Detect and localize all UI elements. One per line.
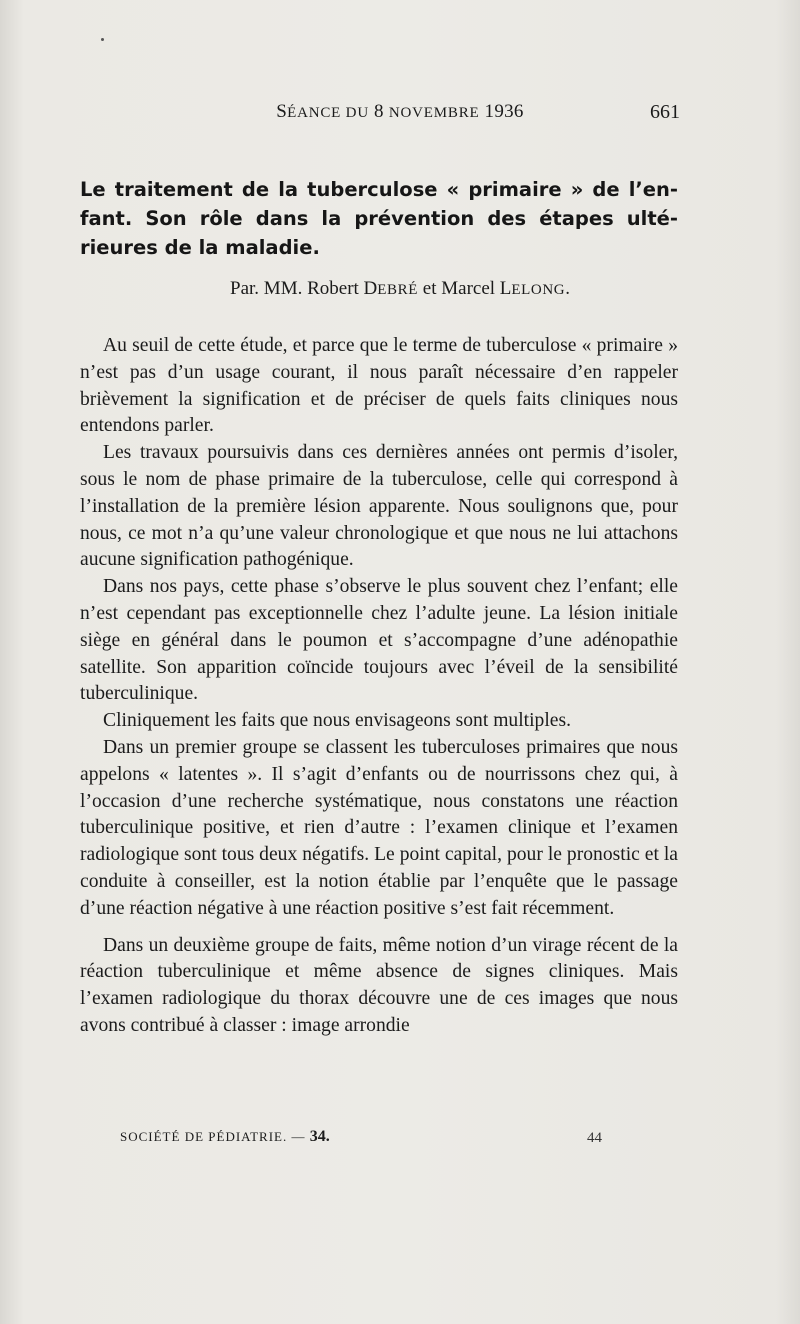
paragraph: Cliniquement les faits que nous envisageons sont multiples. [103, 710, 572, 732]
running-title [0, 101, 800, 123]
author1-surname: EBRÉ [377, 282, 419, 298]
authors-prefix: Par. MM. Robert [230, 278, 364, 299]
paragraph: Au seuil de cette étude, et parce que le terme de tuberculose « primaire » n’est pas d’un usage courant, il nous paraît nécessaire d’en rappeler brièvement la signification et de préciser de quels faits cliniques nous entendons parler. [80, 335, 678, 437]
speck-mark [101, 38, 104, 41]
author2-surname: ELONG [511, 282, 566, 298]
body-text [80, 333, 678, 1040]
paragraph: Dans un deuxième groupe de faits, même notion d’un virage récent de la réaction tuberculinique et même absence de signes cliniques. Mais l’examen radiologique du thorax découvre une de ces images que nous avons contribué à classer : image arrondie [80, 934, 678, 1036]
signature-mark: 44 [587, 1130, 602, 1146]
paragraph: Dans nos pays, cette phase s’observe le plus souvent chez l’enfant; elle n’est cependant pas exceptionnelle chez l’adulte jeune. La lésion initiale siège en général dans le poumon et s’accompagne d’une adénopathie satellite. Son apparition coïncide toujours avec l’éveil de la sensibilité tuberculinique. [80, 576, 678, 705]
paragraph: Dans un premier groupe se classent les tuberculoses primaires que nous appelons « latentes ». Il s’agit d’enfants ou de nourrissons chez qui, à l’occasion d’une recherche systématique, nous constatons une réaction tuberculinique positive, et rien d’autre : l’examen clinique et l’examen radiologique sont tous deux négatifs. Le point capital, pour le pronostic et la conduite à conseiller, est la notion établie par l’enquête que le passage d’une réaction négative à une réaction positive s’est fait récemment. [80, 736, 678, 919]
author2-initial: L [499, 278, 512, 299]
footer-volume: 34. [309, 1128, 330, 1145]
authors-suffix: . [565, 278, 570, 299]
author1-initial: D [363, 278, 378, 299]
running-title-initial: S [276, 101, 288, 122]
running-title-day: 8 [374, 101, 384, 122]
running-title-month: NOVEMBRE [388, 105, 480, 121]
running-title-year: 1936 [484, 101, 524, 122]
author-line [0, 278, 800, 300]
article-title: Le traitement de la tuberculose « primaire » de l’enfant. Son rôle dans la prévention des étapes ultérieures de la maladie. [80, 178, 678, 259]
page-footer [0, 1128, 800, 1152]
running-title-seance: ÉANCE DU [287, 105, 369, 121]
page-number: 661 [650, 101, 680, 123]
running-head [0, 101, 800, 129]
footer-society-name: SOCIÉTÉ DE PÉDIATRIE. — [120, 1129, 310, 1144]
authors-joiner: et Marcel [418, 278, 500, 299]
footer-society [120, 1128, 330, 1146]
paragraph: Les travaux poursuivis dans ces dernières années ont permis d’isoler, sous le nom de phase primaire de la tuberculose, celle qui correspond à l’installation de la première lésion apparente. Nous soulignons que, pour nous, ce mot n’a qu’une valeur chronologique et que nous ne lui attachons aucune signification pathogénique. [80, 442, 678, 571]
